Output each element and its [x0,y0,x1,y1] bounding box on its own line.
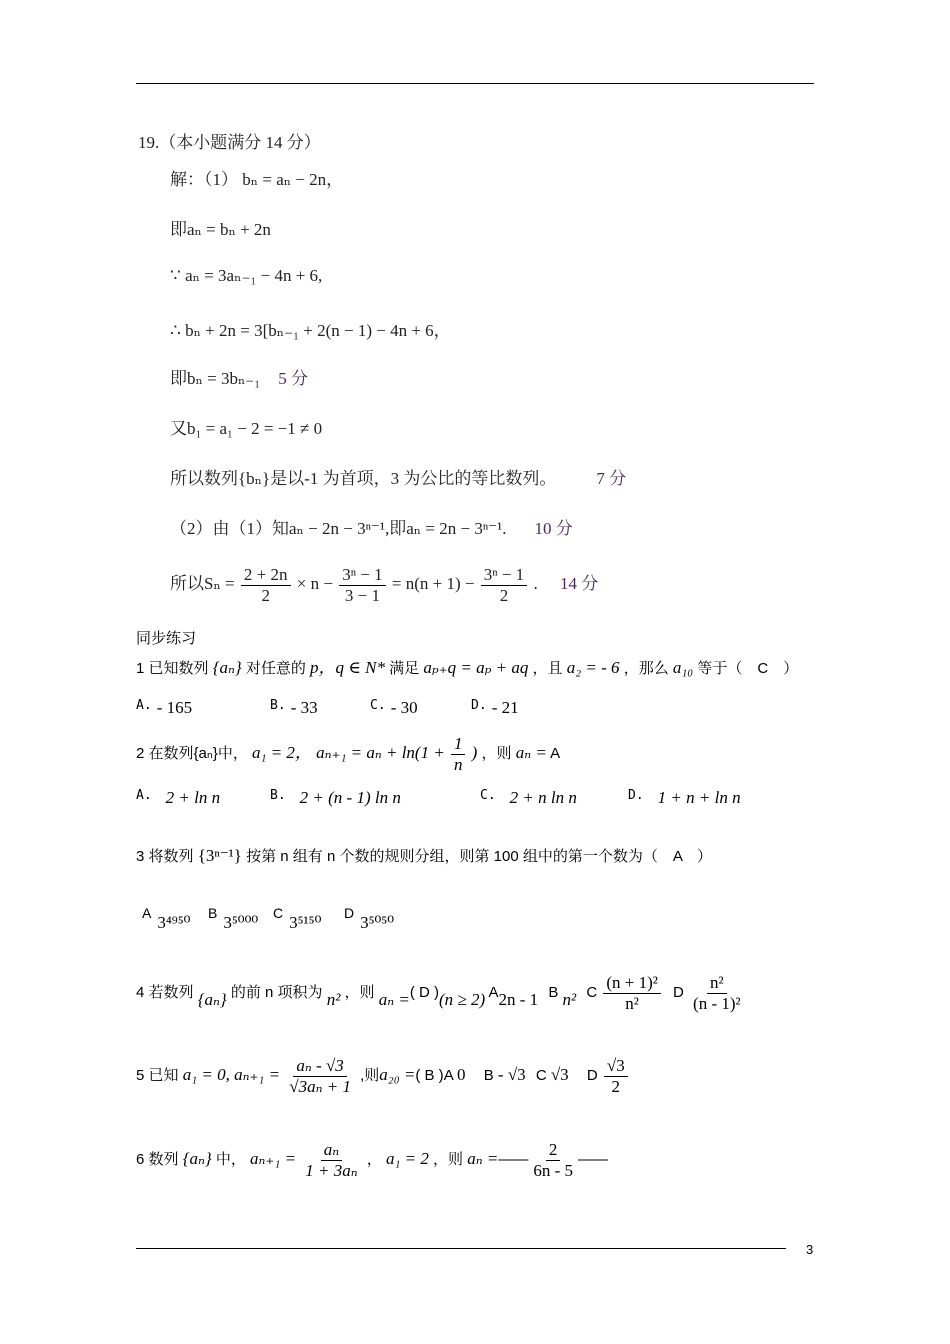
fraction [604,1056,628,1096]
option-value: 2 + ln n [165,788,221,807]
operator-text: = n(n + 1) − [391,573,475,593]
q3-option-a [142,903,191,932]
option-value: - √3 [497,1065,526,1085]
numerator: 3ⁿ − 1 [481,565,527,586]
numerator: 2 + 2n [241,565,291,586]
fraction [302,1140,360,1180]
q2-a1: a₁ = 2， [252,743,312,763]
option-value: √3 [550,1065,569,1085]
option-value: - 165 [156,698,193,717]
q1-variables: p，q ∈ N* [310,658,385,677]
q2-recurrence: aₙ₊₁ = aₙ + ln(1 + [316,743,445,763]
solution-line-7 [170,464,626,489]
numerator: 1 [451,734,466,755]
q2-option-d [628,788,741,808]
q4-sequence: {aₙ} [197,990,227,1010]
q1-a10: a₁₀ [672,658,694,677]
solution-line-9 [170,565,598,605]
q4-condition: (n ≥ 2) [438,990,486,1010]
practice-title: 同步练习 [136,630,197,647]
option-value: 0 [457,1065,466,1085]
solution-line-6: 又b₁ = a₁ − 2 = −1 ≠ 0 [170,419,323,438]
q1-sequence: {aₙ} [212,658,242,677]
option-label: D. [628,788,644,803]
q5-answer: ( B ) [415,1067,444,1085]
q2-text: 2 在数列{aₙ}中， [136,745,248,763]
answer-blank: —— [498,1151,529,1169]
q2-text: ，则 [481,745,512,763]
denominator: 1 + 3aₙ [305,1160,358,1180]
q3-text: 3 将数列 [136,848,194,865]
q3-option-b [208,903,259,932]
denominator: (n - 1)² [693,993,741,1013]
denominator: √3aₙ + 1 [289,1076,351,1096]
q6-recurrence: aₙ₊₁ = [250,1149,297,1169]
q4-text: ，则 [344,984,375,1002]
q1-text: 1 已知数列 [136,660,209,677]
numerator: aₙ - √3 [293,1056,346,1077]
operator-text: × n − [296,573,333,593]
option-value: 1 + n + ln n [657,788,741,807]
q1-option-c [370,698,418,718]
option-value: 2 + (n - 1) ln n [299,788,401,807]
question-4 [136,973,746,1013]
option-label: A [488,984,499,1002]
score-mark: 5 分 [278,369,308,388]
option-label: B [483,1067,494,1085]
q1-answer: 等于（ C ） [697,660,799,677]
fraction [241,565,291,605]
option-label: B [208,905,218,921]
fraction [339,565,385,605]
score-mark: 10 分 [534,519,573,538]
q4-an: aₙ = [378,990,410,1010]
option-value: - 21 [491,698,519,717]
solution-line-3: ∵ aₙ = 3aₙ₋₁ − 4n + 6, [170,266,323,285]
q2-option-c [480,788,577,808]
option-label: C [273,905,284,921]
option-value: 3⁴⁹⁵⁰ [157,913,191,932]
q2-answer: A [550,745,561,763]
solution-line-8 [170,514,573,539]
q6-text: ， [366,1151,382,1169]
period: . [533,573,538,593]
q6-an: aₙ = [467,1149,499,1169]
numerator: n² [707,973,727,994]
q1-option-b [270,698,318,718]
sum-prefix: 所以Sₙ = [170,573,235,593]
q5-a20: a₂₀ = [379,1065,416,1085]
q2-an: aₙ = [515,743,547,763]
problem19-heading: 19.（本小题满分 14 分） [138,133,321,152]
q4-text: 的前 n 项积为 [230,984,323,1002]
denominator: n [453,754,463,774]
option-value: - 33 [290,698,318,717]
option-value: - 30 [390,698,418,717]
option-value: 3⁵⁰⁰⁰ [223,913,259,932]
q6-text: 中， [215,1151,246,1169]
answer-blank: —— [578,1151,608,1169]
fraction [481,565,527,605]
denominator: n² [625,993,639,1013]
option-label: C [586,984,598,1002]
option-value: 2 + n ln n [509,788,577,807]
q3-sequence: {3ⁿ⁻¹} [197,846,242,865]
option-label: D. [471,698,487,713]
q5-text: 5 已知 [136,1067,179,1085]
question-5 [136,1056,630,1096]
denominator: 2 [499,585,509,605]
question-2 [136,734,560,774]
denominator: 2 [611,1076,621,1096]
score-mark: 7 分 [596,469,627,488]
solution-line-1: 解：（1） bₙ = aₙ − 2n， [170,170,344,189]
footer-rule [136,1248,786,1249]
fraction [530,1140,576,1180]
q1-text: 满足 [389,660,420,677]
q6-a1: a₁ = 2 [385,1149,429,1169]
option-label: D [673,984,684,1002]
option-label: D [586,1067,598,1085]
option-label: B [548,984,559,1002]
option-label: C. [480,788,496,803]
q4-n2: n² [326,990,341,1010]
denominator: 2 [261,585,270,605]
q1-a2: a₂ = - 6 [566,658,620,677]
denominator: 6n - 5 [533,1160,573,1180]
score-mark: 14 分 [559,573,599,593]
q2-option-a [136,788,220,808]
option-label: B. [270,788,286,803]
q4-text: 4 若数列 [136,984,194,1002]
solution-line-5-text: 即bₙ = 3bₙ₋₁ [170,369,261,388]
q3-text: 按第 n 组有 n 个数的规则分组，则第 100 组中的第一个数为（ A ） [246,848,713,865]
q1-option-a [136,698,192,718]
solution-line-2: 即aₙ = bₙ + 2n [170,220,271,239]
q4-answer: ( D ) [409,984,439,1002]
option-label: A. [136,788,152,803]
question-3 [136,845,712,866]
q1-condition: aₚ₊q = aₚ + aq [423,658,529,677]
option-label: D [344,905,355,921]
option-label: C [535,1067,547,1085]
q3-option-d [344,903,395,932]
page-number: 3 [806,1242,814,1257]
q2-recurrence: ) [471,743,478,763]
option-label: C. [370,698,386,713]
solution-line-5 [170,364,308,389]
option-value: 2n - 1 [498,990,539,1010]
option-label: A [142,905,152,921]
q6-sequence: {aₙ} [182,1149,212,1169]
numerator: 2 [546,1140,561,1161]
numerator: √3 [604,1056,628,1077]
option-label: A [443,1067,453,1085]
q1-text: ，且 [532,660,563,677]
q5-text: ,则 [360,1067,380,1085]
q1-option-d [471,698,519,718]
numerator: aₙ [321,1140,342,1161]
solution-line-8-text: （2）由（1）知aₙ − 2n − 3ⁿ⁻¹,即aₙ = 2n − 3ⁿ⁻¹. [170,519,507,538]
q6-text: 6 数列 [136,1151,179,1169]
fraction [603,973,661,1013]
header-rule [136,83,814,84]
question-6 [136,1140,608,1180]
q3-option-c [273,903,322,932]
fraction [690,973,744,1013]
option-label: A. [136,698,152,713]
q1-text: 对任意的 [245,660,306,677]
fraction [286,1056,354,1096]
q1-text: ，那么 [623,660,669,677]
fraction [451,734,466,774]
q2-option-b [270,788,401,808]
option-value: n² [562,990,577,1010]
solution-line-7-text: 所以数列{bₙ}是以-1 为首项，3 为公比的等比数列。 [170,469,557,488]
option-label: B. [270,698,286,713]
q5-recurrence: a₁ = 0, aₙ₊₁ = [182,1065,281,1085]
q6-text: ，则 [433,1151,464,1169]
numerator: (n + 1)² [603,973,661,994]
question-1 [136,653,798,678]
solution-line-4: ∴ bₙ + 2n = 3[bₙ₋₁ + 2(n − 1) − 4n + 6， [170,321,451,340]
denominator: 3 − 1 [344,585,380,605]
option-value: 3⁵¹⁵⁰ [289,913,322,932]
option-value: 3⁵⁰⁵⁰ [360,913,395,932]
numerator: 3ⁿ − 1 [339,565,385,586]
